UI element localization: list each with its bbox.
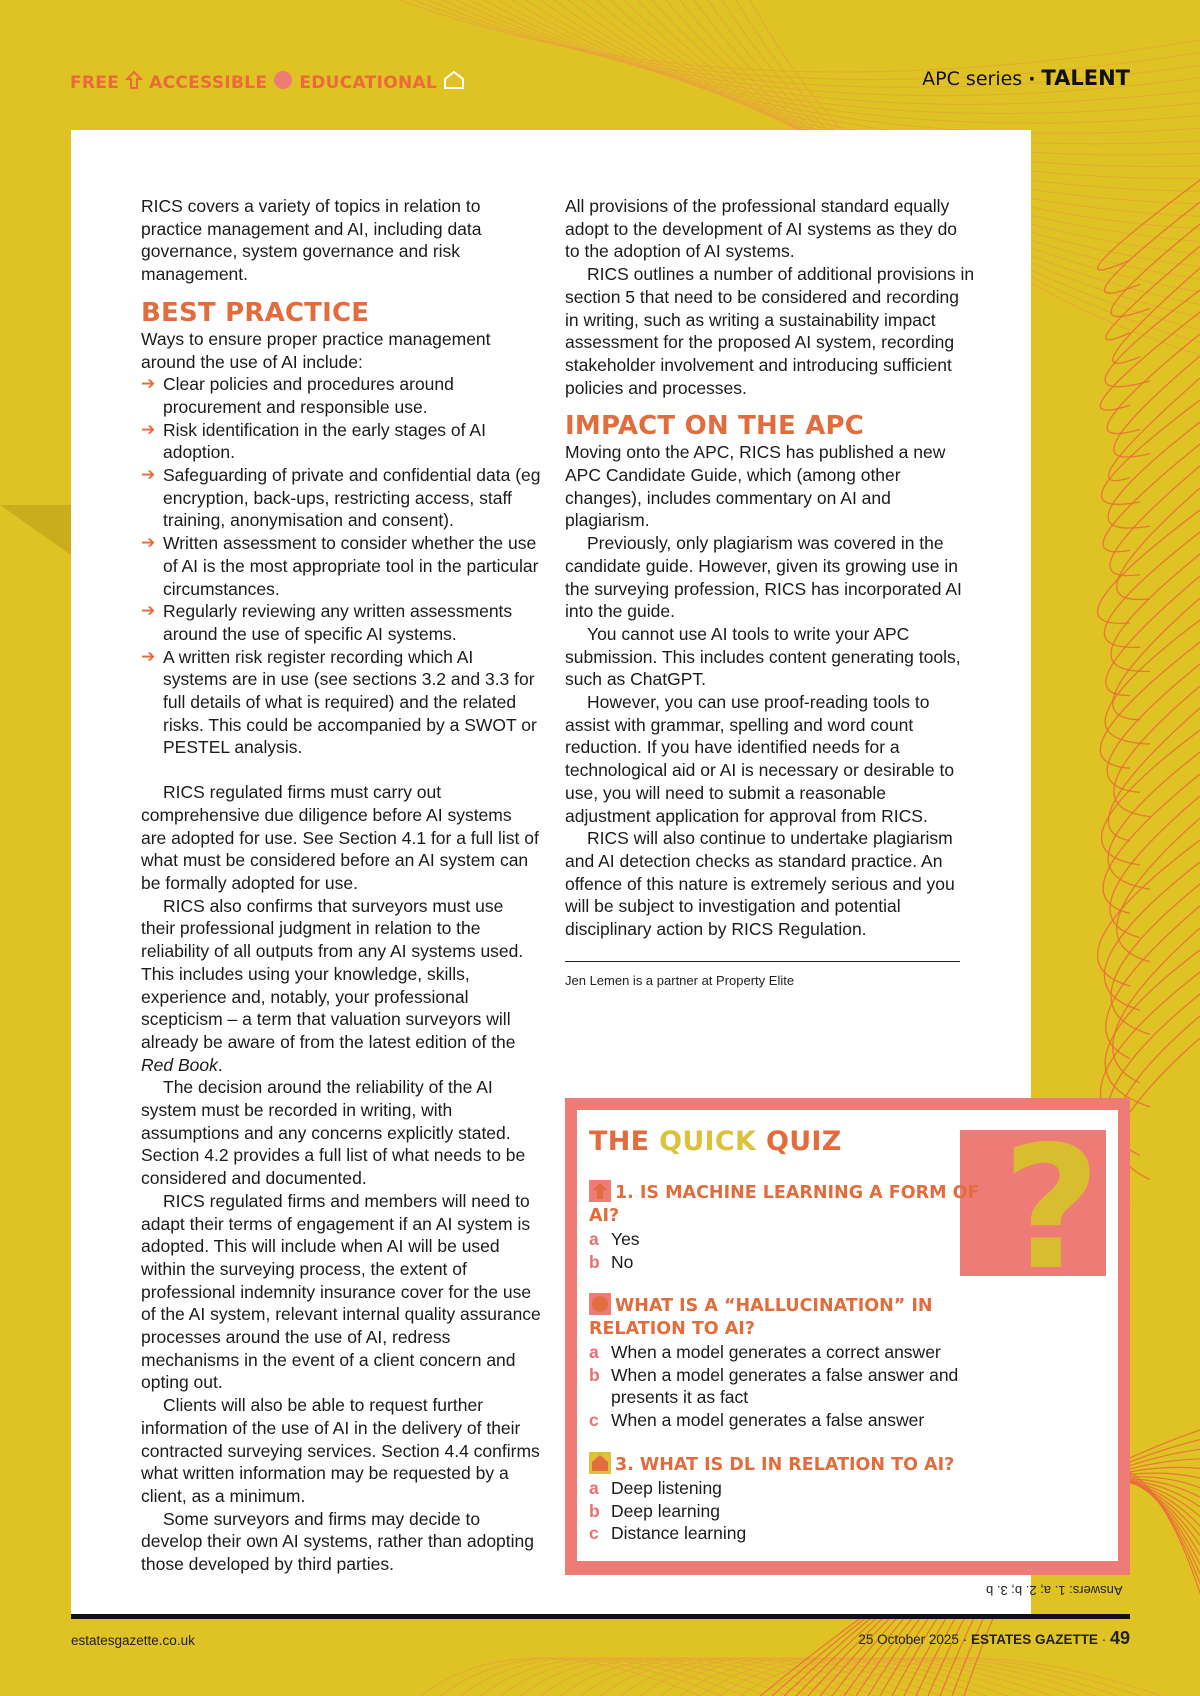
tagline-accessible: ACCESSIBLE bbox=[149, 72, 268, 93]
plagiarism-paragraph: Previously, only plagiarism was covered in the candidate guide. However, given its growing use in the surveying profession, RICS has incorporated AI into the guide. bbox=[565, 533, 962, 622]
footer-website: estatesgazette.co.uk bbox=[71, 1633, 195, 1648]
section5-paragraph: RICS outlines a number of additional provisions in section 5 that need to be considered and recording in writing, such as writing a sustainability impact assessment for the proposed AI system, recording stakeholder involvement and introducing sufficient policies and processes. bbox=[565, 264, 975, 398]
publication-name: ESTATES GAZETTE bbox=[970, 1632, 1098, 1647]
quiz-answers: Answers: 1. a; 2. b; 3. b bbox=[986, 1583, 1123, 1598]
quiz-option: b No bbox=[589, 1251, 634, 1272]
reliability-paragraph: The decision around the reliability of the AI system must be recorded in writing, with assumptions and any concerns explicitly stated. Section 4.2 provides a full list of what needs to be considered and documented. bbox=[141, 1077, 526, 1189]
clients-paragraph: Clients will also be able to request further information of the use of AI in the delivery of their contracted surveying services. Section 4.4 confirms what written information may be requested by a client, as a minimum. bbox=[141, 1395, 540, 1506]
footer-info: 25 October 2025 · ESTATES GAZETTE · 49 bbox=[858, 1628, 1130, 1648]
arrow-right-icon: ➔ bbox=[141, 601, 156, 621]
section-name: TALENT bbox=[1041, 66, 1130, 90]
quiz-option: b Deep learning bbox=[589, 1500, 720, 1521]
best-practice-intro: Ways to ensure proper practice management around the use of AI include: bbox=[141, 328, 491, 372]
develop-paragraph: Some surveyors and firms may decide to develop their own AI systems, rather than adopting those developed by third parties. bbox=[141, 1508, 535, 1575]
question-title: 1. IS MACHINE LEARNING A FORM OF AI? bbox=[589, 1180, 989, 1228]
footer-divider bbox=[71, 1614, 1130, 1619]
arrow-right-icon: ➔ bbox=[141, 465, 156, 485]
arrow-up-icon bbox=[125, 70, 143, 95]
page-header bbox=[70, 66, 1130, 98]
quiz-question-3 bbox=[589, 1452, 989, 1545]
due-diligence-paragraph: RICS regulated firms must carry out comprehensive due diligence before AI systems are adopted for use. See Section 4.1 for a full list of what must be considered before an AI system can be formally adopted for use. bbox=[141, 782, 539, 893]
page-number: 49 bbox=[1109, 1628, 1130, 1648]
series-name: APC series bbox=[922, 68, 1023, 90]
right-column bbox=[565, 195, 975, 993]
apc-guide-paragraph: Moving onto the APC, RICS has published a new APC Candidate Guide, which (among other changes), includes commentary on AI and plagiarism. bbox=[565, 442, 946, 531]
proofreading-paragraph: However, you can use proof-reading tools to assist with grammar, spelling and word count reduction. If you have identified needs for a technological aid or AI is necessary or desirable to use, you will need to submit a reasonable adjustment application for approval from RICS. bbox=[565, 692, 955, 826]
quiz-option: c Distance learning bbox=[589, 1523, 747, 1544]
intro-paragraph: RICS covers a variety of topics in relation to practice management and AI, including data governance, system governance and risk management. bbox=[141, 196, 482, 285]
judgment-paragraph: RICS also confirms that surveyors must use their professional judgment in relation to the reliability of all outputs from any AI systems used. This includes using your knowledge, skills, experience and, notably, your professional scepticism – a term that valuation surveyors will already be aware of from the latest edition of the Red Book. bbox=[141, 895, 524, 1075]
quiz-option: a When a model generates a correct answer bbox=[589, 1342, 941, 1362]
quiz-title: THE QUICK QUIZ bbox=[589, 1126, 842, 1157]
list-item: ➔ Risk identification in the early stages of AI adoption. bbox=[141, 419, 486, 463]
list-item: ➔ Safeguarding of private and confidential data (eg encryption, back-ups, restricting access, staff training, anonymisation and consent). bbox=[141, 465, 541, 531]
issue-date: 25 October 2025 bbox=[858, 1632, 959, 1647]
arrow-right-icon: ➔ bbox=[141, 374, 156, 394]
circle-icon bbox=[273, 70, 293, 95]
arrow-up-icon bbox=[589, 1180, 611, 1202]
arrow-right-icon: ➔ bbox=[141, 646, 156, 666]
quiz-question-1 bbox=[589, 1180, 989, 1273]
tagline-educational: EDUCATIONAL bbox=[299, 72, 438, 93]
author-byline: Jen Lemen is a partner at Property Elite bbox=[565, 972, 795, 988]
quiz-panel bbox=[577, 1110, 1118, 1561]
impact-heading: IMPACT ON THE APC bbox=[565, 411, 865, 442]
tagline bbox=[70, 70, 471, 95]
left-column bbox=[141, 195, 541, 1576]
question-title: 3. WHAT IS DL IN RELATION TO AI? bbox=[589, 1452, 989, 1477]
quiz-option: c When a model generates a false answer bbox=[589, 1410, 925, 1431]
quiz-option: b When a model generates a false answer and presents it as fact bbox=[589, 1364, 959, 1408]
red-book-title: Red Book bbox=[141, 1054, 218, 1075]
provisions-paragraph: All provisions of the professional standard equally adopt to the development of AI systems as they do to the adoption of AI systems. bbox=[565, 196, 958, 262]
arrow-right-icon: ➔ bbox=[141, 533, 156, 553]
list-item: ➔ Clear policies and procedures around procurement and responsible use. bbox=[141, 374, 454, 417]
question-title: WHAT IS A “HALLUCINATION” IN RELATION TO AI? bbox=[589, 1293, 989, 1341]
list-item: ➔ Written assessment to consider whether the use of AI is the most appropriate tool in the particular circumstances. bbox=[141, 533, 539, 599]
question-mark-icon: ? bbox=[1002, 1110, 1101, 1308]
quiz-question-2 bbox=[589, 1293, 989, 1432]
house-icon bbox=[443, 70, 465, 95]
house-icon bbox=[589, 1452, 611, 1474]
terms-paragraph: RICS regulated firms and members will need to adapt their terms of engagement if an AI system is adopted. This will include when AI will be used within the surveying process, the extent of professional indemnity insurance cover for the use of the AI system, relevant internal quality assurance processes around the use of AI, redress mechanisms in the event of a client concern and opting out. bbox=[141, 1190, 541, 1393]
list-item: ➔ A written risk register recording which AI systems are in use (see sections 3.2 and 3.3 for full details of what is required) and the related risks. This could be accompanied by a SWOT or PESTEL analysis. bbox=[141, 646, 537, 758]
quick-quiz-box bbox=[565, 1098, 1130, 1575]
best-practice-list bbox=[141, 373, 541, 759]
detection-paragraph: RICS will also continue to undertake plagiarism and AI detection checks as standard practice. An offence of this nature is extremely serious and you will be subject to investigation and potential disciplinary action by RICS Regulation. bbox=[565, 828, 955, 940]
best-practice-heading: BEST PRACTICE bbox=[141, 297, 370, 328]
ai-tools-paragraph: You cannot use AI tools to write your APC submission. This includes content generating tools, such as ChatGPT. bbox=[565, 623, 961, 690]
quiz-option: a Deep listening bbox=[589, 1478, 722, 1498]
circle-icon bbox=[589, 1293, 611, 1315]
list-item: ➔ Regularly reviewing any written assessments around the use of specific AI systems. bbox=[141, 601, 513, 644]
arrow-right-icon: ➔ bbox=[141, 419, 156, 439]
series-label: APC series · TALENT bbox=[922, 66, 1130, 90]
quiz-option: a Yes bbox=[589, 1229, 640, 1249]
tagline-free: FREE bbox=[70, 72, 120, 93]
byline-divider bbox=[565, 961, 960, 962]
